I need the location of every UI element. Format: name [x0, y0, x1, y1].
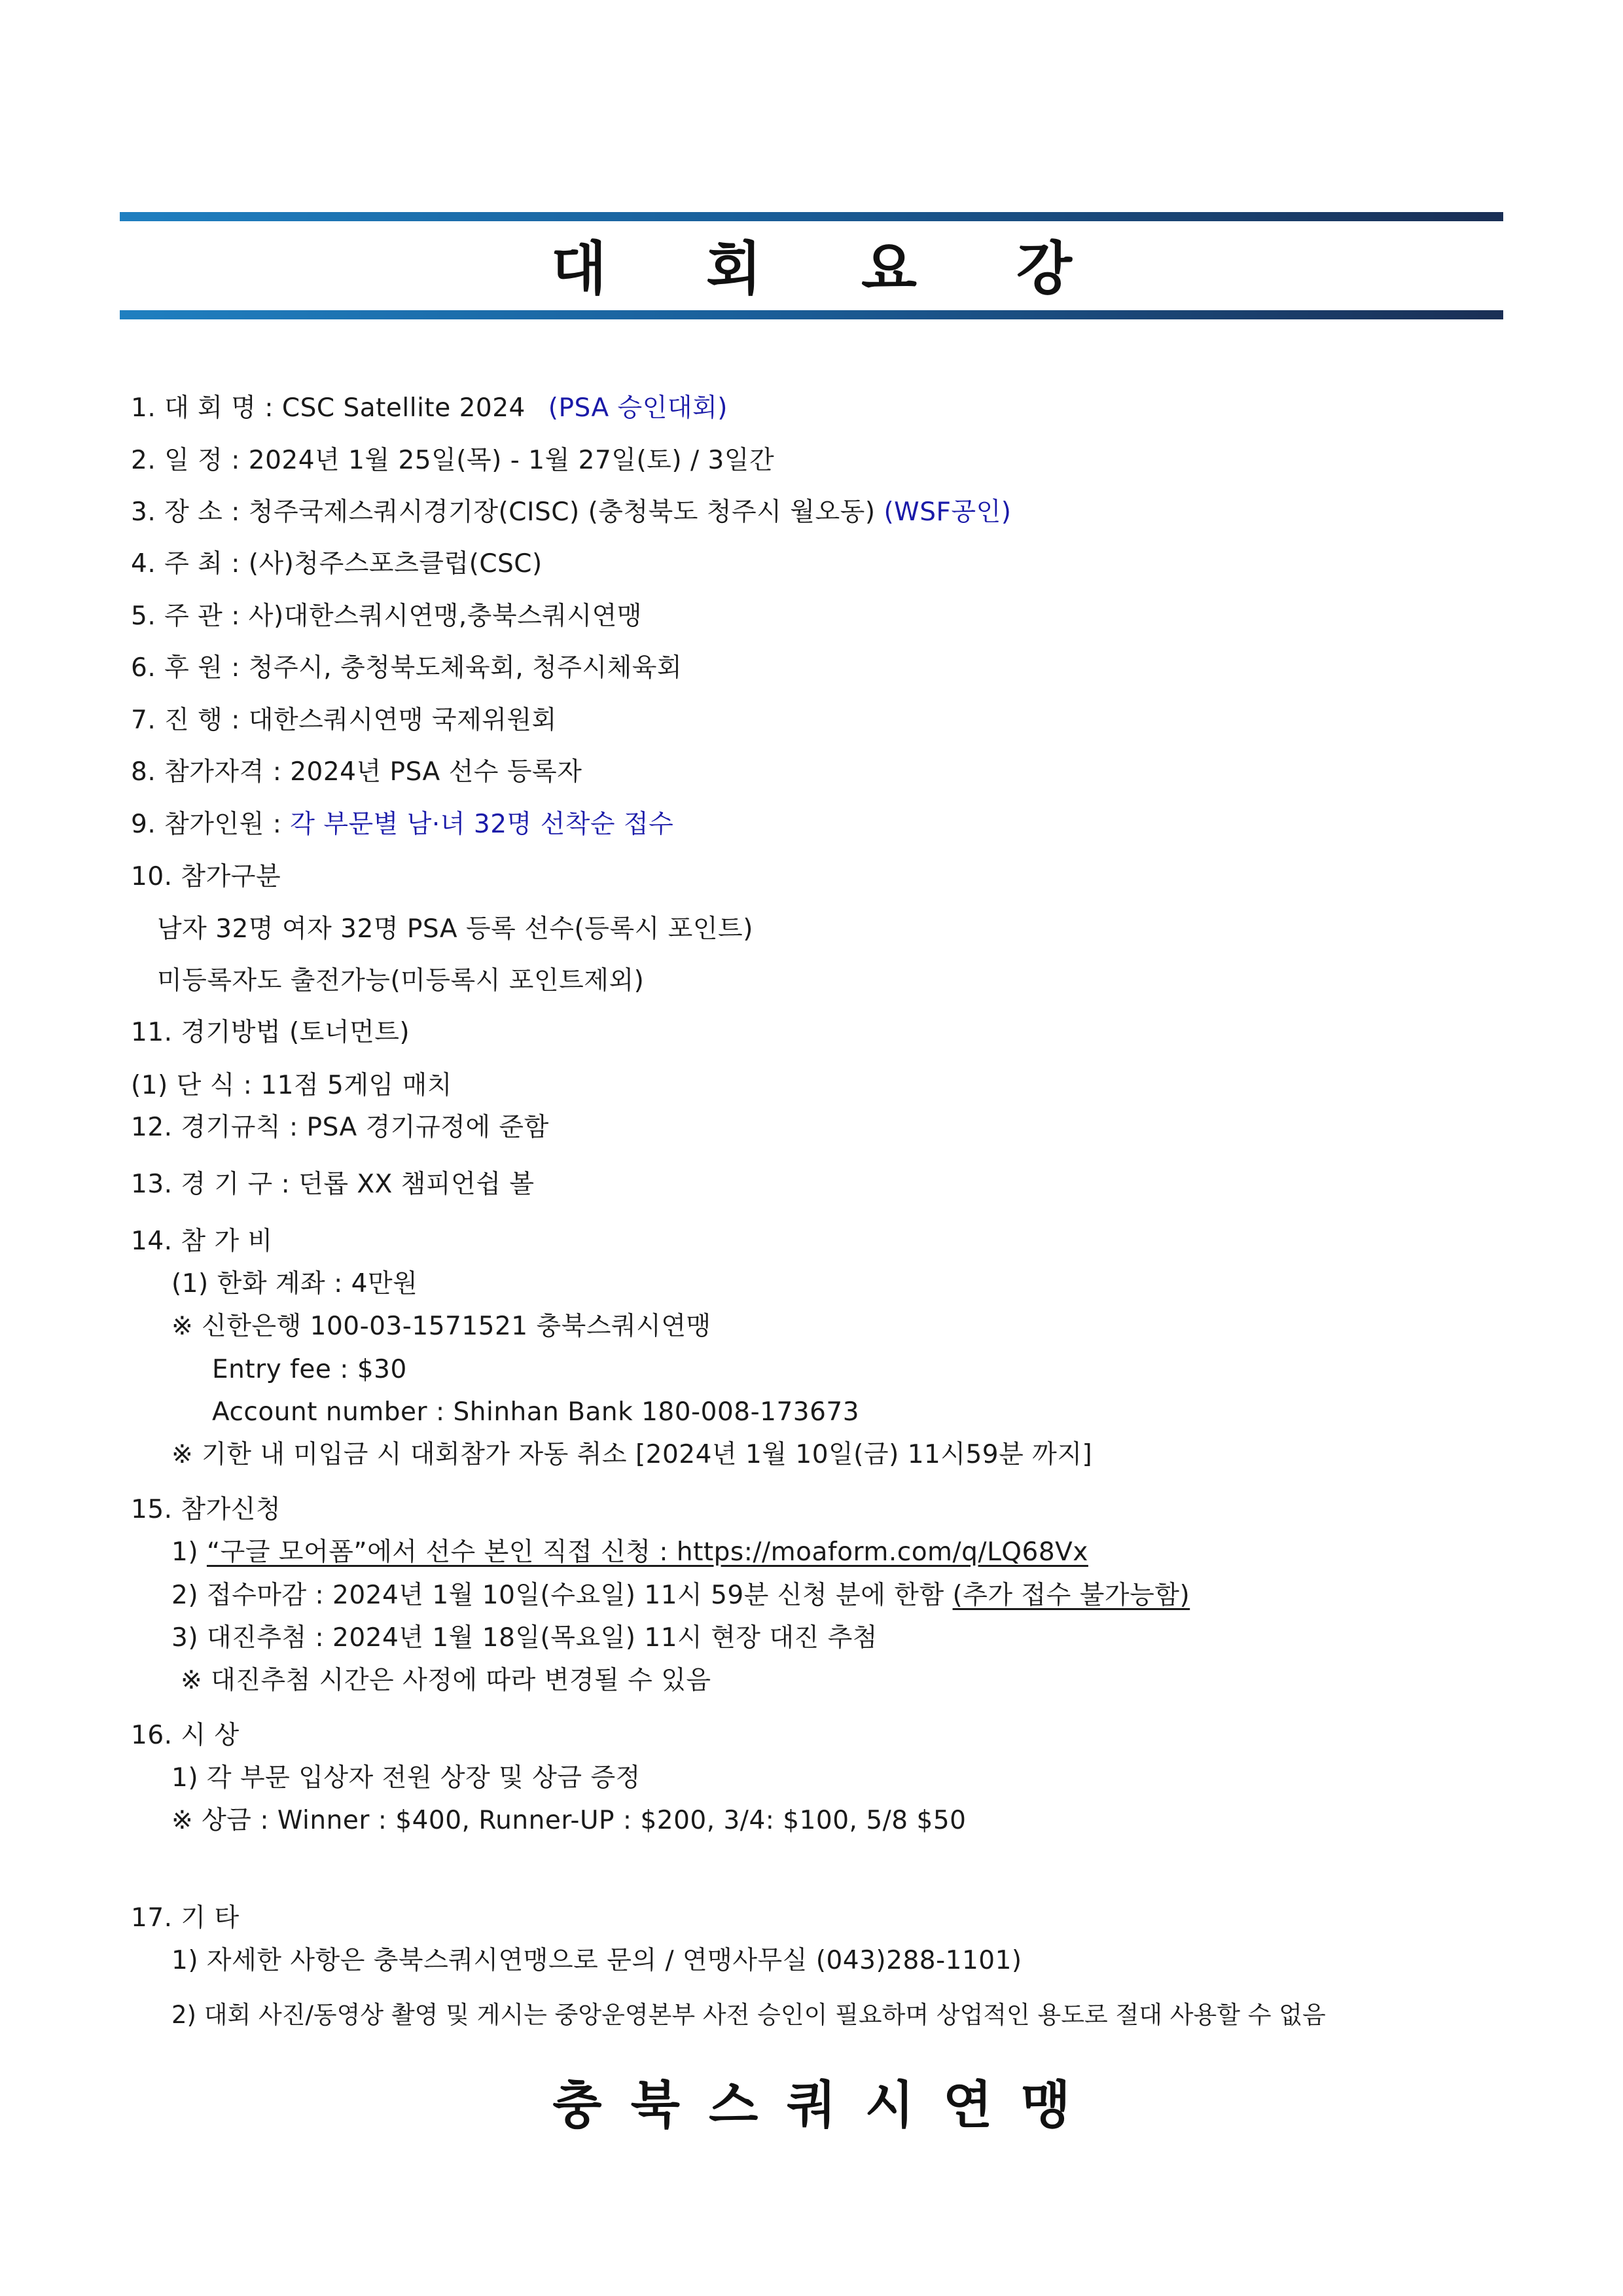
- item-10-line: 미등록자도 출전가능(미등록시 포인트제외): [157, 966, 645, 996]
- item-3-note: (WSF공인): [883, 497, 1012, 527]
- item-17-line: 2) 대회 사진/동영상 촬영 및 게시는 중앙운영본부 사전 승인이 필요하며 상업적인 용도로 절대 사용할 수 없음: [171, 2001, 1326, 2029]
- item-10-label: 10. 참가구분: [131, 862, 281, 891]
- org-char: 시: [865, 2076, 915, 2135]
- item-15-line-2: [171, 1583, 1190, 1608]
- title-char: 대: [550, 235, 607, 302]
- item-13: 13. 경 기 구 : 던롭 XX 챔피언쉽 볼: [131, 1170, 535, 1199]
- item-15-line-2-note: (추가 접수 불가능함): [952, 1581, 1190, 1610]
- item-1-label: 1. 대 회 명 : CSC Satellite 2024: [131, 393, 526, 423]
- item-15-line-1-prefix: 1): [171, 1537, 207, 1567]
- item-9: [131, 812, 673, 837]
- org-char: 쿼: [787, 2076, 836, 2135]
- item-10-line: 남자 32명 여자 32명 PSA 등록 선수(등록시 포인트): [157, 914, 753, 944]
- item-8: 8. 참가자격 : 2024년 PSA 선수 등록자: [131, 757, 582, 787]
- item-14-line: (1) 한화 계좌 : 4만원: [171, 1269, 418, 1299]
- item-16-line: 1) 각 부문 입상자 전원 상장 및 상금 증정: [171, 1763, 641, 1793]
- item-11-line: (1) 단 식 : 11점 5게임 매치: [131, 1071, 452, 1100]
- item-5: 5. 주 관 : 사)대한스쿼시연맹,충북스쿼시연맹: [131, 601, 643, 631]
- item-14-line: Entry fee : $30: [212, 1355, 407, 1384]
- item-17-label: 17. 기 타: [131, 1903, 240, 1933]
- item-15-line-2-text: 2) 접수마감 : 2024년 1월 10일(수요일) 11시 59분 신청 분에 한함: [171, 1581, 953, 1610]
- item-14-line: Account number : Shinhan Bank 180-008-173673: [212, 1397, 860, 1427]
- item-6: 6. 후 원 : 청주시, 충청북도체육회, 청주시체육회: [131, 653, 683, 683]
- title-char: 회: [705, 235, 762, 302]
- item-14-line: ※ 기한 내 미입금 시 대회참가 자동 취소 [2024년 1월 10일(금) 11시59분 까지]: [171, 1440, 1093, 1469]
- title-char: 요: [861, 235, 918, 302]
- item-14-line: ※ 신한은행 100-03-1571521 충북스쿼시연맹: [171, 1312, 711, 1341]
- item-1: [131, 395, 728, 421]
- item-16-label: 16. 시 상: [131, 1721, 240, 1750]
- registration-link[interactable]: “구글 모어폼”에서 선수 본인 직접 신청 : https://moaform.com/q/LQ68Vx: [206, 1537, 1088, 1567]
- item-16-line: ※ 상금 : Winner : $400, Runner-UP : $200, 3/4: $100, 5/8 $50: [171, 1806, 967, 1835]
- item-15-label: 15. 참가신청: [131, 1495, 281, 1524]
- item-15-line-3: 3) 대진추첨 : 2024년 1월 18일(목요일) 11시 현장 대진 추첨: [171, 1623, 878, 1653]
- organization-name: [0, 2065, 1623, 2137]
- org-char: 맹: [1021, 2076, 1071, 2135]
- item-15-line-4: ※ 대진추첨 시간은 사정에 따라 변경될 수 있음: [181, 1666, 711, 1695]
- item-7: 7. 진 행 : 대한스쿼시연맹 국제위원회: [131, 706, 557, 735]
- org-char: 충: [552, 2076, 602, 2135]
- item-12: 12. 경기규칙 : PSA 경기규정에 준함: [131, 1113, 549, 1142]
- item-2: 2. 일 정 : 2024년 1월 25일(목) - 1월 27일(토) / 3일간: [131, 446, 775, 475]
- item-14-label: 14. 참 가 비: [131, 1227, 273, 1256]
- item-17-line: 1) 자세한 사항은 충북스쿼시연맹으로 문의 / 연맹사무실 (043)288-1101): [171, 1946, 1022, 1975]
- item-4: 4. 주 최 : (사)청주스포츠클럽(CSC): [131, 549, 543, 579]
- item-15-line-1: [171, 1539, 1088, 1565]
- item-9-label: 9. 참가인원 :: [131, 810, 282, 839]
- org-char: 연: [943, 2076, 993, 2135]
- item-11-label: 11. 경기방법 (토너먼트): [131, 1018, 410, 1047]
- title-char: 강: [1016, 235, 1073, 302]
- item-9-value: 각 부문별 남·녀 32명 선착순 접수: [290, 810, 674, 839]
- item-1-note: (PSA 승인대회): [548, 393, 728, 423]
- org-char: 스: [708, 2076, 758, 2135]
- item-3-label: 3. 장 소 : 청주국제스쿼시경기장(CISC) (충청북도 청주시 월오동): [131, 497, 876, 527]
- item-3: [131, 499, 1011, 525]
- org-char: 북: [630, 2076, 680, 2135]
